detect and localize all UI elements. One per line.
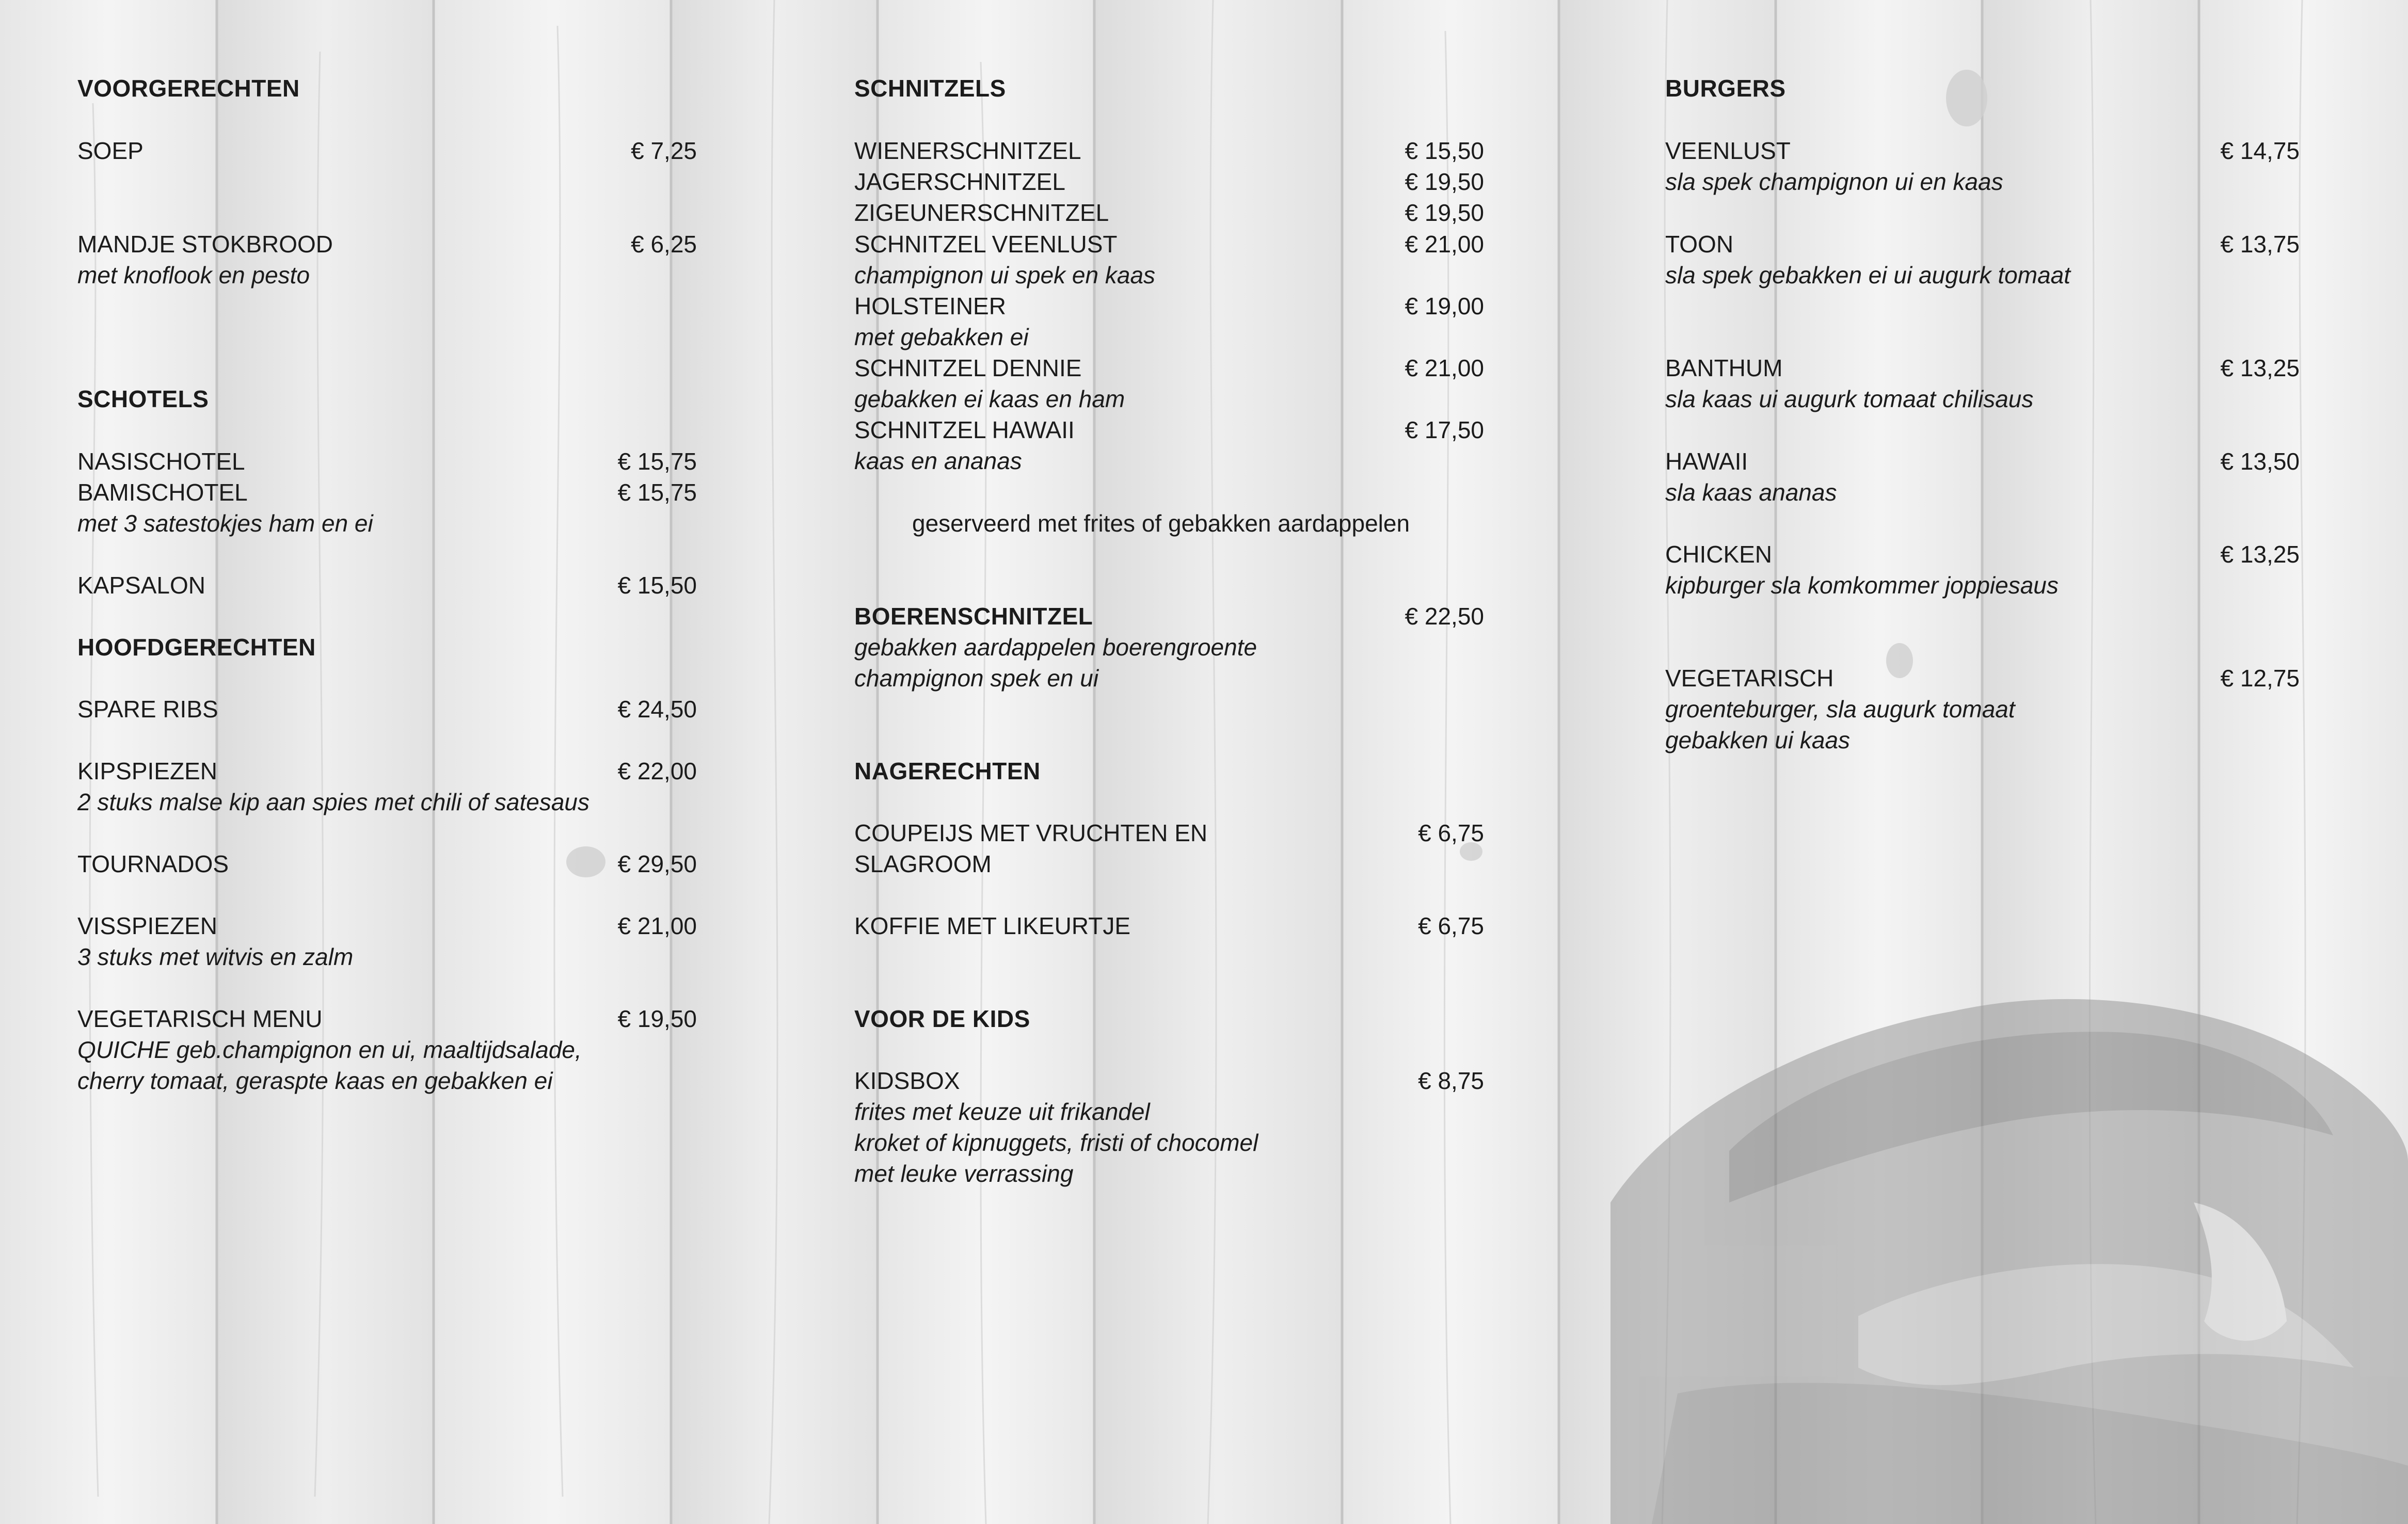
item-price: € 6,75	[1418, 912, 1484, 939]
item-price: € 22,50	[1405, 603, 1484, 630]
item-name: SCHNITZEL DENNIE	[854, 355, 1082, 381]
item-description: sla kaas ananas	[1665, 479, 1837, 506]
item-name: KAPSALON	[77, 572, 205, 599]
section-heading-voor-de-kids: VOOR DE KIDS	[854, 1005, 1030, 1032]
item-name: BANTHUM	[1665, 355, 1783, 381]
item-price: € 21,00	[617, 912, 697, 939]
item-price: € 19,50	[617, 1005, 697, 1032]
item-name: SCHNITZEL VEENLUST	[854, 231, 1118, 258]
item-name: HOLSTEINER	[854, 293, 1006, 319]
item-description: kaas en ananas	[854, 447, 1022, 474]
item-price: € 15,50	[617, 572, 697, 599]
item-name: JAGERSCHNITZEL	[854, 168, 1065, 195]
section-heading-voorgerechten: VOORGERECHTEN	[77, 75, 300, 102]
item-name: NASISCHOTEL	[77, 448, 245, 475]
item-price: € 13,75	[2220, 231, 2300, 258]
item-name: TOON	[1665, 231, 1734, 258]
item-description: kipburger sla komkommer joppiesaus	[1665, 572, 2059, 599]
item-name: VEENLUST	[1665, 137, 1791, 164]
item-price: € 12,75	[2220, 665, 2300, 692]
item-price: € 13,25	[2220, 355, 2300, 381]
item-name-boerenschnitzel: BOERENSCHNITZEL	[854, 603, 1093, 630]
item-description: met knoflook en pesto	[77, 262, 310, 288]
item-price: € 21,00	[1405, 355, 1484, 381]
item-name: SCHNITZEL HAWAII	[854, 416, 1075, 443]
item-description: champignon spek en ui	[854, 665, 1099, 692]
item-name: TOURNADOS	[77, 851, 229, 877]
item-price: € 29,50	[617, 851, 697, 877]
item-description: met gebakken ei	[854, 324, 1029, 350]
item-description: sla spek gebakken ei ui augurk tomaat	[1665, 262, 2071, 288]
item-price: € 19,50	[1405, 168, 1484, 195]
section-heading-schotels: SCHOTELS	[77, 386, 209, 412]
item-description: sla spek champignon ui en kaas	[1665, 168, 2003, 195]
section-heading-burgers: BURGERS	[1665, 75, 1786, 102]
item-price: € 17,50	[1405, 416, 1484, 443]
item-description: 2 stuks malse kip aan spies met chili of satesaus	[77, 789, 590, 815]
item-price: € 13,50	[2220, 448, 2300, 475]
item-name: KOFFIE MET LIKEURTJE	[854, 912, 1131, 939]
item-price: € 8,75	[1418, 1067, 1484, 1094]
item-name: MANDJE STOKBROOD	[77, 231, 333, 258]
item-name: KIDSBOX	[854, 1067, 960, 1094]
item-description: kroket of kipnuggets, fristi of chocomel	[854, 1129, 1258, 1156]
item-name: SLAGROOM	[854, 851, 992, 877]
item-name: CHICKEN	[1665, 541, 1773, 568]
section-heading-nagerechten: NAGERECHTEN	[854, 758, 1041, 784]
item-name: BAMISCHOTEL	[77, 479, 248, 506]
section-heading-schnitzels: SCHNITZELS	[854, 75, 1006, 102]
item-name: VEGETARISCH MENU	[77, 1005, 323, 1032]
item-name: VISSPIEZEN	[77, 912, 217, 939]
item-price: € 15,50	[1405, 137, 1484, 164]
item-description: QUICHE geb.champignon en ui, maaltijdsalade,	[77, 1036, 582, 1063]
item-description: groenteburger, sla augurk tomaat	[1665, 696, 2015, 723]
item-description: cherry tomaat, geraspte kaas en gebakken ei	[77, 1067, 553, 1094]
item-price: € 7,25	[631, 137, 697, 164]
item-name: ZIGEUNERSCHNITZEL	[854, 199, 1109, 226]
item-name: WIENERSCHNITZEL	[854, 137, 1081, 164]
item-price: € 14,75	[2220, 137, 2300, 164]
item-price: € 15,75	[617, 448, 697, 475]
item-name: COUPEIJS MET VRUCHTEN EN	[854, 820, 1208, 846]
item-price: € 13,25	[2220, 541, 2300, 568]
item-price: € 22,00	[617, 758, 697, 784]
item-price: € 19,00	[1405, 293, 1484, 319]
item-price: € 6,75	[1418, 820, 1484, 846]
item-description: gebakken ei kaas en ham	[854, 386, 1125, 412]
serving-note: geserveerd met frites of gebakken aardappelen	[912, 510, 1410, 537]
item-description: champignon ui spek en kaas	[854, 262, 1156, 288]
item-price: € 19,50	[1405, 199, 1484, 226]
item-description: met 3 satestokjes ham en ei	[77, 510, 373, 537]
item-description: 3 stuks met witvis en zalm	[77, 943, 354, 970]
section-heading-hoofdgerechten: HOOFDGERECHTEN	[77, 634, 316, 661]
item-description: gebakken aardappelen boerengroente	[854, 634, 1257, 661]
item-price: € 6,25	[631, 231, 697, 258]
item-name: KIPSPIEZEN	[77, 758, 217, 784]
item-description: frites met keuze uit frikandel	[854, 1098, 1150, 1125]
item-price: € 24,50	[617, 696, 697, 723]
item-name: HAWAII	[1665, 448, 1748, 475]
item-description: gebakken ui kaas	[1665, 727, 1851, 753]
item-name: SPARE RIBS	[77, 696, 218, 723]
item-name: SOEP	[77, 137, 143, 164]
item-price: € 15,75	[617, 479, 697, 506]
item-price: € 21,00	[1405, 231, 1484, 258]
item-description: sla kaas ui augurk tomaat chilisaus	[1665, 386, 2034, 412]
item-description: met leuke verrassing	[854, 1160, 1074, 1187]
item-name: VEGETARISCH	[1665, 665, 1834, 692]
